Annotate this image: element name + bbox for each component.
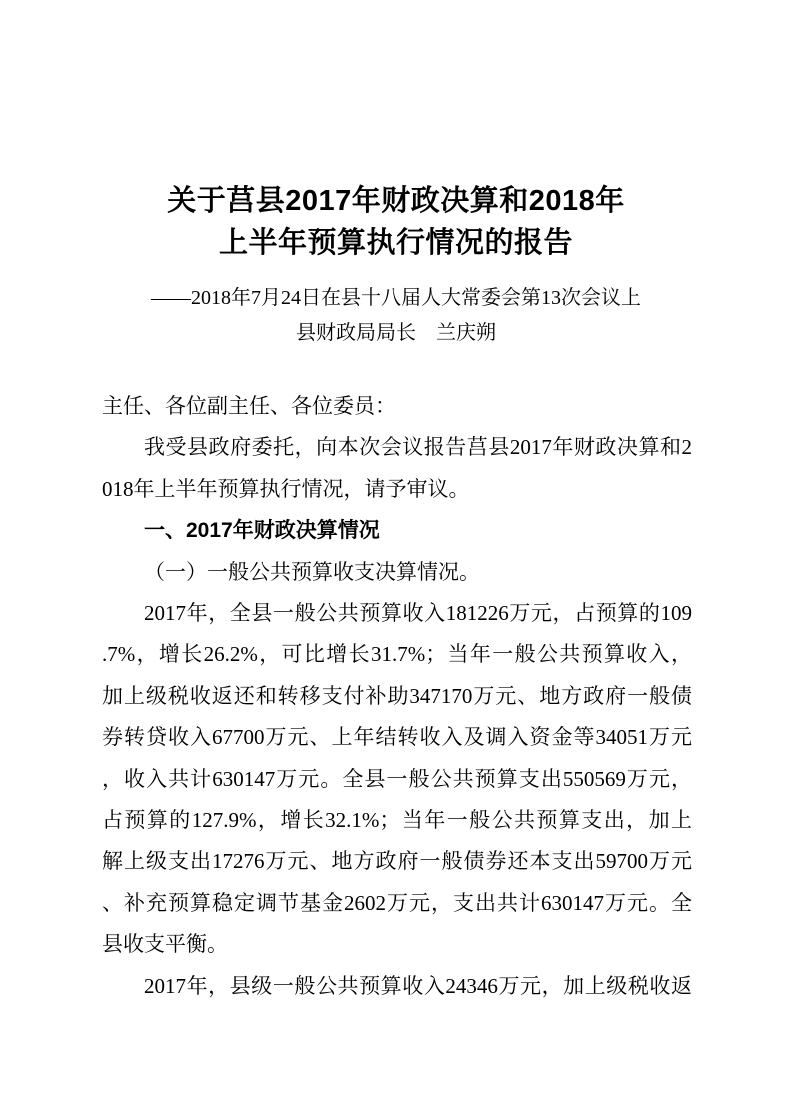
author-line: 县财政局局长 兰庆朔 <box>296 322 496 344</box>
document-body <box>102 386 692 1007</box>
meeting-subtitle: ——2018年7月24日在县十八届人大常委会第13次会议上 <box>151 287 641 309</box>
body-line-salutation: 主任、各位副主任、各位委员： <box>102 394 396 418</box>
body-line: 解上级支出17276万元、地方政府一般债券还本支出59700万元 <box>102 849 692 874</box>
body-line: 2017年，全县一般公共预算收入181226万元，占预算的109 <box>144 601 692 626</box>
body-line: .7%，增长26.2%，可比增长31.7%；当年一般公共预算收入， <box>102 642 692 667</box>
body-line: 、补充预算稳定调节基金2602万元，支出共计630147万元。全 <box>102 890 692 915</box>
title-line-2: 上半年预算执行情况的报告 <box>218 227 573 259</box>
document-title <box>0 180 792 264</box>
body-line: 2017年，县级一般公共预算收入24346万元，加上级税收返 <box>144 973 692 998</box>
title-meta <box>0 281 792 351</box>
body-line: ，收入共计630147万元。全县一般公共预算支出550569万元， <box>102 766 692 791</box>
body-line: 占预算的127.9%，增长32.1%；当年一般公共预算支出，加上 <box>102 808 692 833</box>
body-line: 018年上半年预算执行情况，请予审议。 <box>102 476 470 501</box>
body-line: 加上级税收返还和转移支付补助347170万元、地方政府一般债 <box>102 683 692 708</box>
body-line: 券转贷收入67700万元、上年结转收入及调入资金等34051万元 <box>102 725 692 750</box>
body-line: 县收支平衡。 <box>102 932 228 957</box>
subsection-heading: （一）一般公共预算收支决算情况。 <box>144 559 480 584</box>
section-heading: 一、2017年财政决算情况 <box>144 519 380 543</box>
title-line-1: 关于莒县2017年财政决算和2018年 <box>167 185 625 217</box>
body-line: 我受县政府委托，向本次会议报告莒县2017年财政决算和2 <box>144 435 692 460</box>
